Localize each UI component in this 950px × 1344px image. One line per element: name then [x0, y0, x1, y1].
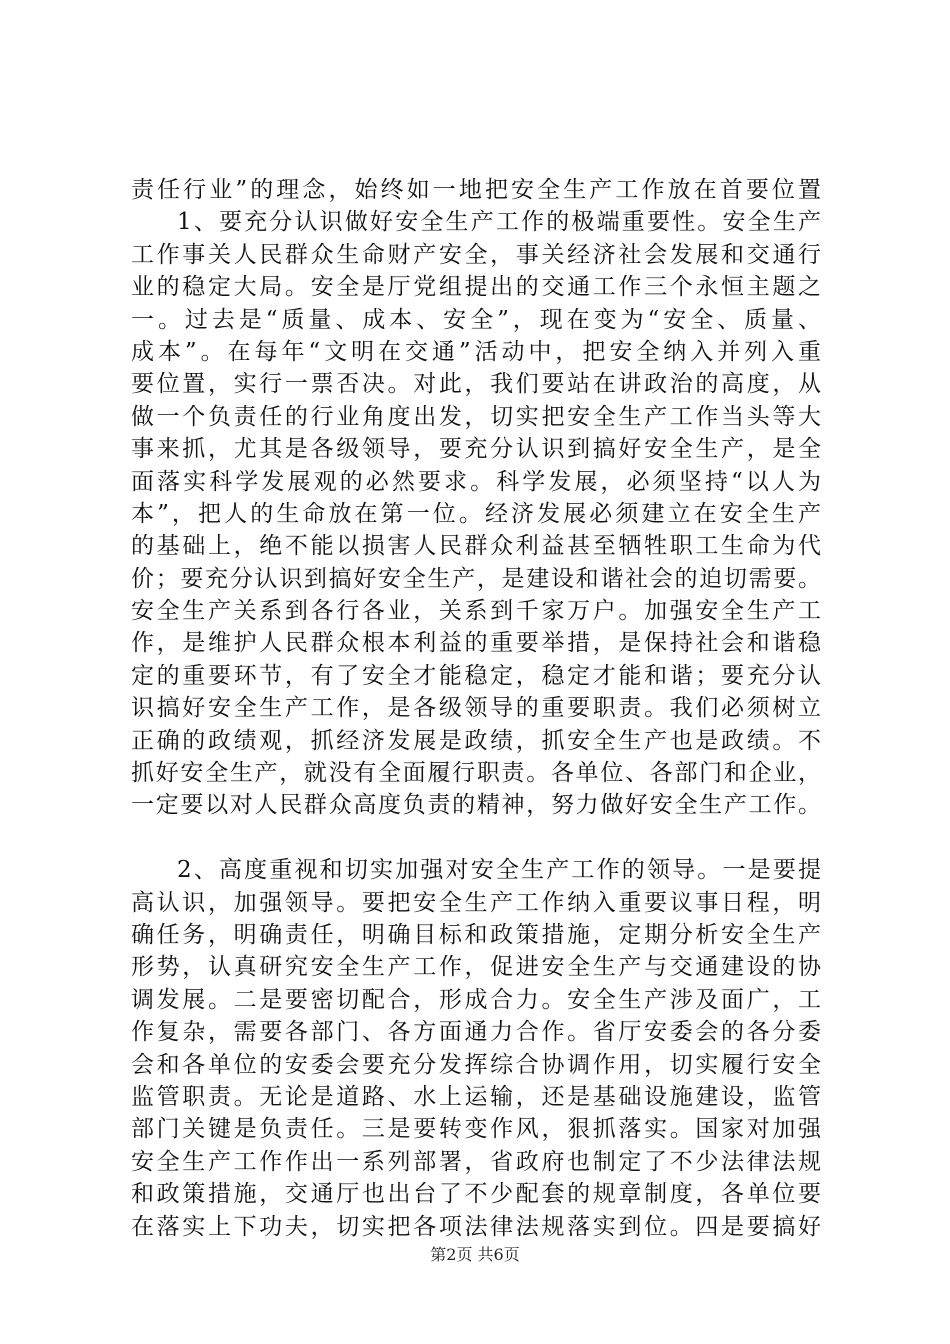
- text-line: 抓好安全生产，就没有全面履行职责。各单位、各部门和企业，: [131, 760, 821, 787]
- text-line: 责任行业”的理念，始终如一地把安全生产工作放在首要位置: [131, 177, 821, 203]
- text-line: 安全生产关系到各行各业，关系到千家万户。加强安全生产工: [131, 598, 821, 625]
- text-line: 识搞好安全生产工作，是各级领导的重要职责。我们必须树立: [131, 695, 821, 722]
- text-line: 作，是维护人民群众根本利益的重要举措，是保持社会和谐稳: [131, 630, 821, 657]
- text-line: 安全生产工作作出一系列部署，省政府也制定了不少法律法规: [131, 1148, 821, 1175]
- text-line: 要位置，实行一票否决。对此，我们要站在讲政治的高度，从: [131, 371, 821, 398]
- text-line: 确任务，明确责任，明确目标和政策措施，定期分析安全生产: [131, 921, 821, 948]
- paragraph-safety-leadership: [131, 854, 821, 1243]
- paragraph-safety-importance: [131, 206, 821, 821]
- text-line: 高认识，加强领导。要把安全生产工作纳入重要议事日程，明: [131, 889, 821, 916]
- text-line: 调发展。二是要密切配合，形成合力。安全生产涉及面广，工: [131, 986, 821, 1013]
- text-line: 定的重要环节，有了安全才能稳定，稳定才能和谐；要充分认: [131, 662, 821, 689]
- text-line: 成本”。在每年“文明在交通”活动中，把安全纳入并列入重: [131, 338, 821, 365]
- text-line: 1、要充分认识做好安全生产工作的极端重要性。安全生产: [177, 209, 821, 236]
- text-line: 事来抓，尤其是各级领导，要充分认识到搞好安全生产，是全: [131, 436, 821, 463]
- text-line: 一定要以对人民群众高度负责的精神，努力做好安全生产工作。: [131, 792, 821, 819]
- text-line: 在落实上下功夫，切实把各项法律法规落实到位。四是要搞好: [131, 1213, 821, 1240]
- text-line: 工作事关人民群众生命财产安全，事关经济社会发展和交通行: [131, 241, 821, 268]
- text-line: 面落实科学发展观的必然要求。科学发展，必须坚持“以人为: [131, 468, 821, 495]
- text-line: 监管职责。无论是道路、水上运输，还是基础设施建设，监管: [131, 1083, 821, 1110]
- text-line: 和政策措施，交通厅也出台了不少配套的规章制度，各单位要: [131, 1181, 821, 1208]
- paragraph-continuation: [131, 174, 821, 206]
- text-line: 形势，认真研究安全生产工作，促进安全生产与交通建设的协: [131, 954, 821, 981]
- text-line: 做一个负责任的行业角度出发，切实把安全生产工作当头等大: [131, 403, 821, 430]
- text-line: 正确的政绩观，抓经济发展是政绩，抓安全生产也是政绩。不: [131, 727, 821, 754]
- text-line: 业的稳定大局。安全是厅党组提出的交通工作三个永恒主题之: [131, 274, 821, 301]
- text-line: 价；要充分认识到搞好安全生产，是建设和谐社会的迫切需要。: [131, 565, 821, 592]
- text-line: 作复杂，需要各部门、各方面通力合作。省厅安委会的各分委: [131, 1019, 821, 1046]
- text-line: 一。过去是“质量、成本、安全”，现在变为“安全、质量、: [131, 306, 821, 333]
- text-line: 2、高度重视和切实加强对安全生产工作的领导。一是要提: [177, 857, 821, 884]
- page-number-footer: 第2页 共6页: [430, 1245, 520, 1264]
- text-line: 部门关键是负责任。三是要转变作风，狠抓落实。国家对加强: [131, 1116, 821, 1143]
- paragraph-gap: [131, 822, 821, 854]
- text-line: 的基础上，绝不能以损害人民群众利益甚至牺牲职工生命为代: [131, 533, 821, 560]
- text-line: 本”，把人的生命放在第一位。经济发展必须建立在安全生产: [131, 500, 821, 527]
- document-body: [131, 174, 821, 1243]
- text-line: 会和各单位的安委会要充分发挥综合协调作用，切实履行安全: [131, 1051, 821, 1078]
